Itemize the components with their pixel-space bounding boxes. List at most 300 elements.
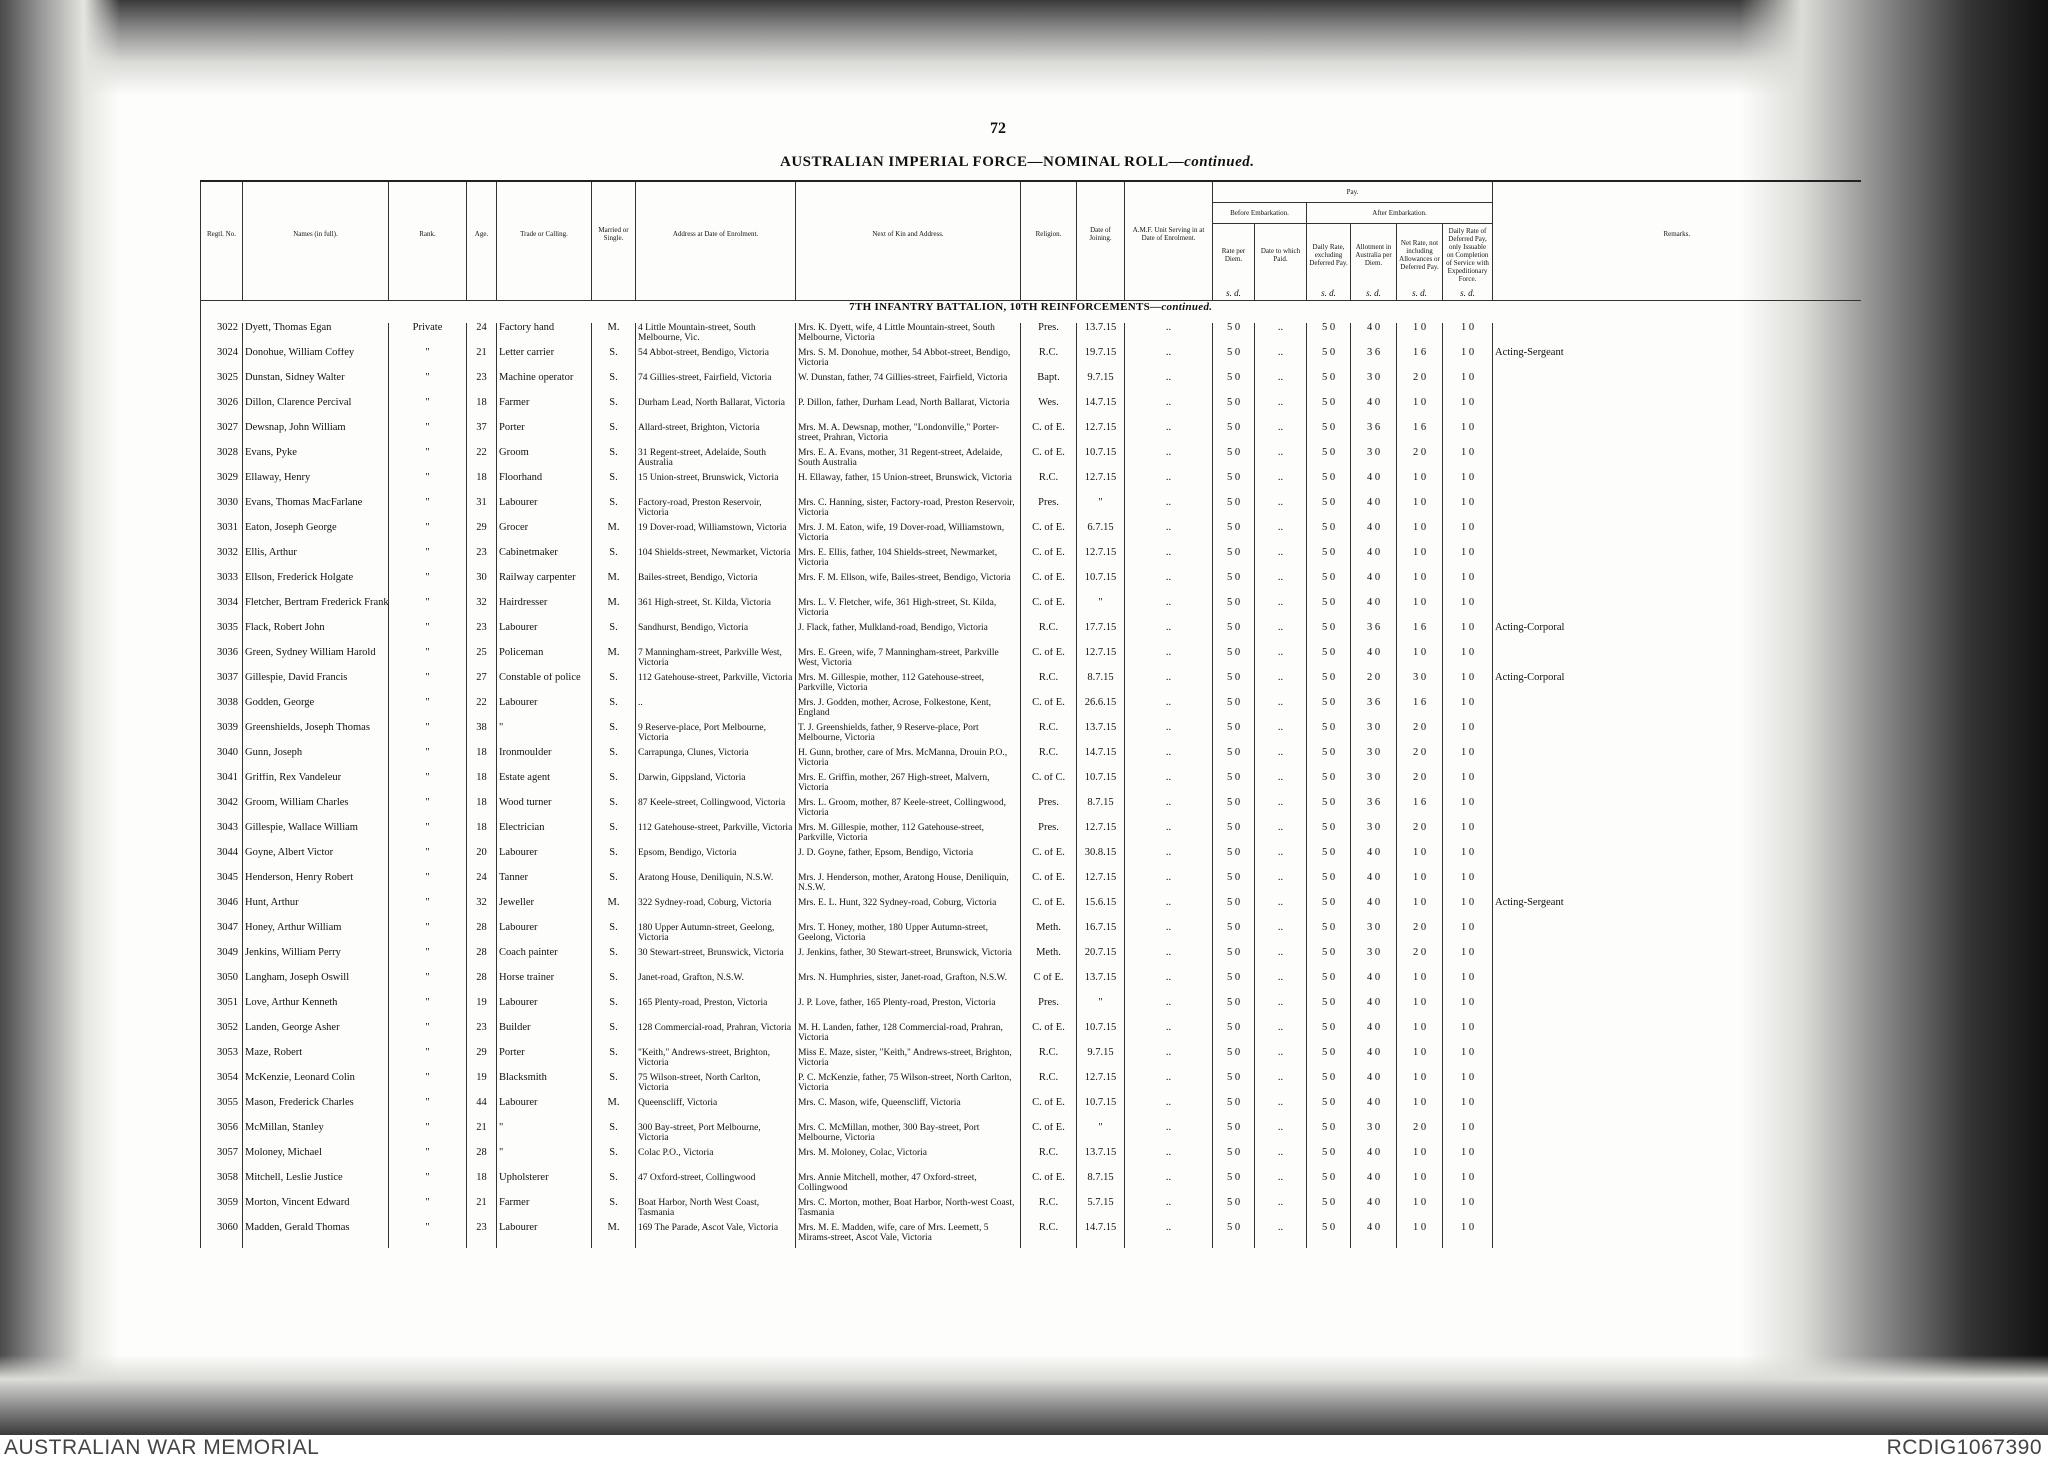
- cell-age: 23: [467, 1023, 497, 1048]
- cell-net-rate: 1 0: [1397, 1073, 1443, 1098]
- cell-religion: C. of E.: [1021, 848, 1077, 873]
- cell-name: Dunstan, Sidney Walter: [243, 373, 389, 398]
- cell-amf-unit: ..: [1125, 573, 1213, 598]
- cell-allotment: 4 0: [1351, 323, 1397, 348]
- cell-deferred-pay: 1 0: [1443, 473, 1493, 498]
- cell-rate-per-diem: 5 0: [1213, 348, 1255, 373]
- cell-net-rate: 2 0: [1397, 923, 1443, 948]
- cell-religion: Pres.: [1021, 498, 1077, 523]
- cell-remarks: Acting-Corporal: [1493, 623, 1861, 648]
- footer-record-id: RCDIG1067390: [1886, 1436, 2042, 1459]
- cell-deferred-pay: 1 0: [1443, 1148, 1493, 1173]
- table-row: [201, 1023, 1861, 1048]
- cell-date-joining: 8.7.15: [1077, 673, 1125, 698]
- cell-daily-rate: 5 0: [1307, 648, 1351, 673]
- cell-age: 18: [467, 773, 497, 798]
- cell-married: S.: [592, 548, 636, 573]
- cell-regtl-no: 3052: [201, 1023, 243, 1048]
- table-row: [201, 823, 1861, 848]
- cell-married: S.: [592, 448, 636, 473]
- cell-remarks: [1493, 748, 1861, 773]
- cell-rate-per-diem: 5 0: [1213, 423, 1255, 448]
- cell-deferred-pay: 1 0: [1443, 973, 1493, 998]
- cell-net-rate: 1 0: [1397, 998, 1443, 1023]
- cell-religion: C. of E.: [1021, 873, 1077, 898]
- cell-date-paid: ..: [1255, 998, 1307, 1023]
- cell-net-rate: 1 0: [1397, 898, 1443, 923]
- cell-address: 7 Manningham-street, Parkville West, Victoria: [636, 648, 796, 673]
- cell-name: Eaton, Joseph George: [243, 523, 389, 548]
- cell-married: S.: [592, 623, 636, 648]
- cell-daily-rate: 5 0: [1307, 898, 1351, 923]
- cell-age: 18: [467, 823, 497, 848]
- cell-religion: C. of E.: [1021, 598, 1077, 623]
- table-row: [201, 698, 1861, 723]
- cell-trade: Labourer: [497, 1223, 592, 1248]
- cell-rank: ": [389, 723, 467, 748]
- cell-age: 24: [467, 323, 497, 348]
- cell-married: M.: [592, 1098, 636, 1123]
- cell-date-joining: 9.7.15: [1077, 1048, 1125, 1073]
- cell-trade: Wood turner: [497, 798, 592, 823]
- table-row: [201, 998, 1861, 1023]
- cell-address: 4 Little Mountain-street, South Melbourne, Vic.: [636, 323, 796, 348]
- cell-deferred-pay: 1 0: [1443, 723, 1493, 748]
- cell-age: 44: [467, 1098, 497, 1123]
- cell-amf-unit: ..: [1125, 823, 1213, 848]
- cell-trade: Electrician: [497, 823, 592, 848]
- cell-amf-unit: ..: [1125, 898, 1213, 923]
- cell-rate-per-diem: 5 0: [1213, 898, 1255, 923]
- cell-trade: Labourer: [497, 623, 592, 648]
- cell-trade: Labourer: [497, 998, 592, 1023]
- scan-edge-top: [0, 0, 2048, 95]
- table-row: [201, 748, 1861, 773]
- cell-next-of-kin: P. Dillon, father, Durham Lead, North Ballarat, Victoria: [796, 398, 1021, 423]
- table-row: [201, 1098, 1861, 1123]
- cell-trade: Constable of police: [497, 673, 592, 698]
- cell-daily-rate: 5 0: [1307, 1048, 1351, 1073]
- cell-rank: ": [389, 1148, 467, 1173]
- cell-date-paid: ..: [1255, 598, 1307, 623]
- cell-age: 23: [467, 373, 497, 398]
- cell-age: 28: [467, 948, 497, 973]
- cell-remarks: [1493, 648, 1861, 673]
- cell-name: Dewsnap, John William: [243, 423, 389, 448]
- cell-allotment: 4 0: [1351, 398, 1397, 423]
- cell-daily-rate: 5 0: [1307, 923, 1351, 948]
- cell-daily-rate: 5 0: [1307, 423, 1351, 448]
- cell-amf-unit: ..: [1125, 623, 1213, 648]
- cell-amf-unit: ..: [1125, 648, 1213, 673]
- cell-next-of-kin: J. P. Love, father, 165 Plenty-road, Preston, Victoria: [796, 998, 1021, 1023]
- cell-regtl-no: 3050: [201, 973, 243, 998]
- cell-trade: Grocer: [497, 523, 592, 548]
- cell-regtl-no: 3043: [201, 823, 243, 848]
- cell-deferred-pay: 1 0: [1443, 373, 1493, 398]
- cell-date-paid: ..: [1255, 548, 1307, 573]
- table-row: [201, 973, 1861, 998]
- cell-remarks: [1493, 548, 1861, 573]
- cell-allotment: 3 0: [1351, 748, 1397, 773]
- cell-net-rate: 1 0: [1397, 573, 1443, 598]
- cell-date-paid: ..: [1255, 923, 1307, 948]
- cell-rate-per-diem: 5 0: [1213, 1148, 1255, 1173]
- cell-age: 21: [467, 1123, 497, 1148]
- cell-religion: Pres.: [1021, 323, 1077, 348]
- cell-address: Colac P.O., Victoria: [636, 1148, 796, 1173]
- cell-net-rate: 2 0: [1397, 748, 1443, 773]
- cell-rank: ": [389, 423, 467, 448]
- cell-remarks: [1493, 798, 1861, 823]
- cell-married: M.: [592, 598, 636, 623]
- cell-remarks: [1493, 498, 1861, 523]
- section-title: 7TH INFANTRY BATTALION, 10TH REINFORCEMENTS—: [849, 301, 1162, 313]
- cell-remarks: Acting-Sergeant: [1493, 898, 1861, 923]
- cell-allotment: 3 6: [1351, 698, 1397, 723]
- cell-married: S.: [592, 373, 636, 398]
- cell-date-joining: 14.7.15: [1077, 1223, 1125, 1248]
- cell-net-rate: 2 0: [1397, 448, 1443, 473]
- cell-allotment: 4 0: [1351, 1073, 1397, 1098]
- cell-age: 18: [467, 1173, 497, 1198]
- table-row: [201, 923, 1861, 948]
- cell-next-of-kin: Mrs. F. M. Ellson, wife, Bailes-street, Bendigo, Victoria: [796, 573, 1021, 598]
- cell-religion: Meth.: [1021, 923, 1077, 948]
- cell-next-of-kin: Mrs. E. Ellis, father, 104 Shields-street, Newmarket, Victoria: [796, 548, 1021, 573]
- cell-regtl-no: 3033: [201, 573, 243, 598]
- cell-religion: Meth.: [1021, 948, 1077, 973]
- cell-date-joining: 10.7.15: [1077, 448, 1125, 473]
- cell-amf-unit: ..: [1125, 1173, 1213, 1198]
- cell-trade: Factory hand: [497, 323, 592, 348]
- cell-next-of-kin: Mrs. L. Groom, mother, 87 Keele-street, Collingwood, Victoria: [796, 798, 1021, 823]
- cell-rate-per-diem: 5 0: [1213, 798, 1255, 823]
- cell-regtl-no: 3054: [201, 1073, 243, 1098]
- cell-daily-rate: 5 0: [1307, 523, 1351, 548]
- table-row: [201, 1048, 1861, 1073]
- cell-name: Gunn, Joseph: [243, 748, 389, 773]
- cell-daily-rate: 5 0: [1307, 573, 1351, 598]
- cell-date-paid: ..: [1255, 723, 1307, 748]
- cell-amf-unit: ..: [1125, 398, 1213, 423]
- cell-religion: R.C.: [1021, 348, 1077, 373]
- cell-amf-unit: ..: [1125, 523, 1213, 548]
- cell-date-joining: 14.7.15: [1077, 748, 1125, 773]
- cell-regtl-no: 3038: [201, 698, 243, 723]
- table-row: [201, 348, 1861, 373]
- cell-date-paid: ..: [1255, 423, 1307, 448]
- cell-remarks: [1493, 723, 1861, 748]
- cell-married: S.: [592, 723, 636, 748]
- cell-married: S.: [592, 473, 636, 498]
- cell-rank: ": [389, 1023, 467, 1048]
- cell-trade: ": [497, 1148, 592, 1173]
- header-after-embarkation: After Embarkation.: [1307, 203, 1493, 224]
- cell-rate-per-diem: 5 0: [1213, 1223, 1255, 1248]
- cell-rate-per-diem: 5 0: [1213, 1198, 1255, 1223]
- cell-date-joining: 10.7.15: [1077, 773, 1125, 798]
- cell-remarks: [1493, 423, 1861, 448]
- cell-rate-per-diem: 5 0: [1213, 373, 1255, 398]
- cell-deferred-pay: 1 0: [1443, 448, 1493, 473]
- cell-date-paid: ..: [1255, 1073, 1307, 1098]
- cell-daily-rate: 5 0: [1307, 673, 1351, 698]
- cell-deferred-pay: 1 0: [1443, 1198, 1493, 1223]
- header-allotment: Allotment in Australia per Diem.: [1351, 224, 1397, 287]
- cell-address: Bailes-street, Bendigo, Victoria: [636, 573, 796, 598]
- cell-rank: ": [389, 1098, 467, 1123]
- cell-address: Aratong House, Deniliquin, N.S.W.: [636, 873, 796, 898]
- cell-amf-unit: ..: [1125, 673, 1213, 698]
- cell-rate-per-diem: 5 0: [1213, 598, 1255, 623]
- cell-rate-per-diem: 5 0: [1213, 923, 1255, 948]
- cell-next-of-kin: Mrs. E. Green, wife, 7 Manningham-street, Parkville West, Victoria: [796, 648, 1021, 673]
- cell-next-of-kin: Mrs. M. A. Dewsnap, mother, "Londonville," Porter-street, Prahran, Victoria: [796, 423, 1021, 448]
- cell-religion: R.C.: [1021, 748, 1077, 773]
- title-continued: continued.: [1184, 154, 1255, 170]
- cell-rank: ": [389, 1173, 467, 1198]
- cell-married: S.: [592, 398, 636, 423]
- cell-allotment: 3 0: [1351, 948, 1397, 973]
- table-row: [201, 848, 1861, 873]
- cell-deferred-pay: 1 0: [1443, 823, 1493, 848]
- cell-name: Madden, Gerald Thomas: [243, 1223, 389, 1248]
- table-row: [201, 1223, 1861, 1248]
- cell-religion: Pres.: [1021, 798, 1077, 823]
- cell-age: 21: [467, 348, 497, 373]
- cell-remarks: [1493, 773, 1861, 798]
- header-rank: Rank.: [389, 181, 467, 286]
- cell-amf-unit: ..: [1125, 1123, 1213, 1148]
- cell-regtl-no: 3042: [201, 798, 243, 823]
- cell-regtl-no: 3034: [201, 598, 243, 623]
- cell-date-paid: ..: [1255, 523, 1307, 548]
- cell-address: 9 Reserve-place, Port Melbourne, Victoria: [636, 723, 796, 748]
- cell-net-rate: 1 0: [1397, 973, 1443, 998]
- cell-address: Epsom, Bendigo, Victoria: [636, 848, 796, 873]
- cell-date-joining: ": [1077, 498, 1125, 523]
- cell-amf-unit: ..: [1125, 873, 1213, 898]
- cell-religion: C. of E.: [1021, 448, 1077, 473]
- section-heading: [201, 301, 1861, 324]
- unit-deferred: s. d.: [1443, 286, 1493, 301]
- cell-married: S.: [592, 498, 636, 523]
- cell-trade: ": [497, 1123, 592, 1148]
- cell-name: Love, Arthur Kenneth: [243, 998, 389, 1023]
- cell-date-joining: 6.7.15: [1077, 523, 1125, 548]
- cell-allotment: 3 6: [1351, 423, 1397, 448]
- cell-married: S.: [592, 1173, 636, 1198]
- cell-rank: ": [389, 698, 467, 723]
- cell-date-joining: 8.7.15: [1077, 798, 1125, 823]
- cell-trade: Labourer: [497, 923, 592, 948]
- cell-regtl-no: 3035: [201, 623, 243, 648]
- cell-date-joining: 16.7.15: [1077, 923, 1125, 948]
- cell-daily-rate: 5 0: [1307, 698, 1351, 723]
- cell-remarks: [1493, 1048, 1861, 1073]
- scan-edge-left: [0, 0, 120, 1435]
- cell-date-joining: ": [1077, 998, 1125, 1023]
- cell-deferred-pay: 1 0: [1443, 598, 1493, 623]
- cell-married: S.: [592, 948, 636, 973]
- footer-institution: AUSTRALIAN WAR MEMORIAL: [4, 1436, 320, 1459]
- cell-date-joining: ": [1077, 1123, 1125, 1148]
- cell-regtl-no: 3053: [201, 1048, 243, 1073]
- cell-address: Queenscliff, Victoria: [636, 1098, 796, 1123]
- cell-regtl-no: 3031: [201, 523, 243, 548]
- cell-address: 128 Commercial-road, Prahran, Victoria: [636, 1023, 796, 1048]
- cell-married: S.: [592, 873, 636, 898]
- cell-daily-rate: 5 0: [1307, 448, 1351, 473]
- cell-address: Carrapunga, Clunes, Victoria: [636, 748, 796, 773]
- cell-religion: C. of E.: [1021, 523, 1077, 548]
- cell-married: S.: [592, 848, 636, 873]
- cell-date-paid: ..: [1255, 448, 1307, 473]
- cell-religion: C. of E.: [1021, 898, 1077, 923]
- cell-regtl-no: 3028: [201, 448, 243, 473]
- cell-age: 19: [467, 1073, 497, 1098]
- cell-address: "Keith," Andrews-street, Brighton, Victoria: [636, 1048, 796, 1073]
- cell-regtl-no: 3024: [201, 348, 243, 373]
- cell-amf-unit: ..: [1125, 323, 1213, 348]
- cell-date-joining: 10.7.15: [1077, 1098, 1125, 1123]
- cell-married: S.: [592, 698, 636, 723]
- cell-trade: Porter: [497, 1048, 592, 1073]
- cell-date-joining: 12.7.15: [1077, 423, 1125, 448]
- cell-amf-unit: ..: [1125, 1098, 1213, 1123]
- cell-rank: ": [389, 373, 467, 398]
- cell-remarks: [1493, 1173, 1861, 1198]
- cell-trade: Railway carpenter: [497, 573, 592, 598]
- cell-name: Goyne, Albert Victor: [243, 848, 389, 873]
- cell-remarks: [1493, 1198, 1861, 1223]
- cell-name: Langham, Joseph Oswill: [243, 973, 389, 998]
- cell-age: 31: [467, 498, 497, 523]
- cell-rate-per-diem: 5 0: [1213, 673, 1255, 698]
- header-married: Married or Single.: [592, 181, 636, 286]
- cell-regtl-no: 3046: [201, 898, 243, 923]
- cell-address: 165 Plenty-road, Preston, Victoria: [636, 998, 796, 1023]
- cell-age: 22: [467, 448, 497, 473]
- table-row: [201, 1148, 1861, 1173]
- cell-rate-per-diem: 5 0: [1213, 498, 1255, 523]
- cell-next-of-kin: Mrs. E. A. Evans, mother, 31 Regent-street, Adelaide, South Australia: [796, 448, 1021, 473]
- cell-regtl-no: 3047: [201, 923, 243, 948]
- table-row: [201, 623, 1861, 648]
- cell-date-joining: 9.7.15: [1077, 373, 1125, 398]
- cell-amf-unit: ..: [1125, 948, 1213, 973]
- cell-age: 27: [467, 673, 497, 698]
- cell-name: Flack, Robert John: [243, 623, 389, 648]
- cell-remarks: [1493, 998, 1861, 1023]
- cell-remarks: [1493, 948, 1861, 973]
- cell-trade: Hairdresser: [497, 598, 592, 623]
- cell-daily-rate: 5 0: [1307, 498, 1351, 523]
- cell-religion: R.C.: [1021, 1198, 1077, 1223]
- cell-remarks: [1493, 1123, 1861, 1148]
- cell-net-rate: 1 0: [1397, 473, 1443, 498]
- cell-remarks: [1493, 473, 1861, 498]
- cell-married: S.: [592, 348, 636, 373]
- cell-next-of-kin: Mrs. T. Honey, mother, 180 Upper Autumn-street, Geelong, Victoria: [796, 923, 1021, 948]
- cell-trade: Letter carrier: [497, 348, 592, 373]
- cell-remarks: [1493, 523, 1861, 548]
- cell-next-of-kin: Mrs. J. Godden, mother, Acrose, Folkestone, Kent, England: [796, 698, 1021, 723]
- cell-date-joining: 14.7.15: [1077, 398, 1125, 423]
- cell-daily-rate: 5 0: [1307, 598, 1351, 623]
- cell-name: Honey, Arthur William: [243, 923, 389, 948]
- cell-address: 104 Shields-street, Newmarket, Victoria: [636, 548, 796, 573]
- cell-remarks: [1493, 1098, 1861, 1123]
- table-row: [201, 673, 1861, 698]
- cell-deferred-pay: 1 0: [1443, 573, 1493, 598]
- cell-next-of-kin: Mrs. C. McMillan, mother, 300 Bay-street, Port Melbourne, Victoria: [796, 1123, 1021, 1148]
- cell-date-joining: 12.7.15: [1077, 823, 1125, 848]
- cell-religion: Wes.: [1021, 398, 1077, 423]
- cell-name: Groom, William Charles: [243, 798, 389, 823]
- cell-deferred-pay: 1 0: [1443, 398, 1493, 423]
- cell-married: M.: [592, 1223, 636, 1248]
- cell-deferred-pay: 1 0: [1443, 798, 1493, 823]
- header-age: Age.: [467, 181, 497, 286]
- cell-religion: C. of E.: [1021, 1098, 1077, 1123]
- header-date-to-which-paid: Date to which Paid.: [1255, 224, 1307, 287]
- cell-age: 29: [467, 523, 497, 548]
- cell-address: 54 Abbot-street, Bendigo, Victoria: [636, 348, 796, 373]
- cell-religion: R.C.: [1021, 723, 1077, 748]
- cell-trade: Labourer: [497, 848, 592, 873]
- cell-age: 38: [467, 723, 497, 748]
- cell-rate-per-diem: 5 0: [1213, 323, 1255, 348]
- cell-regtl-no: 3027: [201, 423, 243, 448]
- cell-daily-rate: 5 0: [1307, 373, 1351, 398]
- cell-net-rate: 1 0: [1397, 1048, 1443, 1073]
- cell-trade: Groom: [497, 448, 592, 473]
- header-name: Names (in full).: [243, 181, 389, 286]
- cell-net-rate: 1 0: [1397, 498, 1443, 523]
- cell-net-rate: 1 0: [1397, 598, 1443, 623]
- cell-name: Henderson, Henry Robert: [243, 873, 389, 898]
- cell-date-paid: ..: [1255, 623, 1307, 648]
- cell-remarks: Acting-Sergeant: [1493, 348, 1861, 373]
- cell-date-paid: ..: [1255, 798, 1307, 823]
- header-next-of-kin: Next of Kin and Address.: [796, 181, 1021, 286]
- cell-remarks: [1493, 698, 1861, 723]
- cell-deferred-pay: 1 0: [1443, 423, 1493, 448]
- cell-amf-unit: ..: [1125, 973, 1213, 998]
- cell-date-joining: 12.7.15: [1077, 548, 1125, 573]
- cell-remarks: [1493, 873, 1861, 898]
- cell-daily-rate: 5 0: [1307, 873, 1351, 898]
- cell-remarks: [1493, 373, 1861, 398]
- cell-date-joining: 5.7.15: [1077, 1198, 1125, 1223]
- cell-trade: Cabinetmaker: [497, 548, 592, 573]
- cell-allotment: 4 0: [1351, 1148, 1397, 1173]
- cell-name: Gillespie, Wallace William: [243, 823, 389, 848]
- cell-net-rate: 1 0: [1397, 848, 1443, 873]
- cell-religion: R.C.: [1021, 1048, 1077, 1073]
- cell-rate-per-diem: 5 0: [1213, 948, 1255, 973]
- cell-allotment: 4 0: [1351, 1048, 1397, 1073]
- cell-daily-rate: 5 0: [1307, 1223, 1351, 1248]
- cell-regtl-no: 3045: [201, 873, 243, 898]
- cell-deferred-pay: 1 0: [1443, 948, 1493, 973]
- cell-net-rate: 1 0: [1397, 523, 1443, 548]
- cell-date-joining: 10.7.15: [1077, 1023, 1125, 1048]
- cell-regtl-no: 3059: [201, 1198, 243, 1223]
- cell-age: 23: [467, 548, 497, 573]
